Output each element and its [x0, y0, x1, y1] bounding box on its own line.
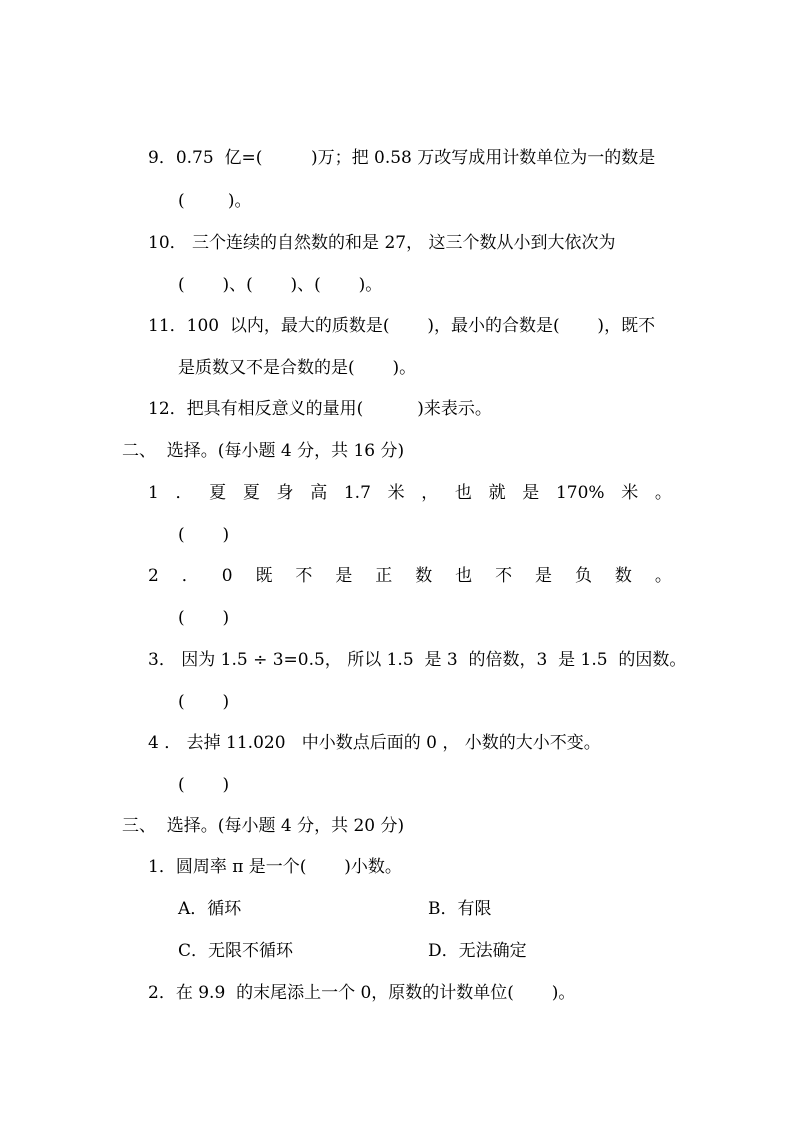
section-2-question-1-answer: ( ): [178, 525, 230, 545]
token: 高: [310, 483, 328, 503]
token: 米: [621, 483, 639, 503]
option-a: A．循环: [178, 899, 242, 919]
option-c: C．无限不循环: [178, 941, 294, 961]
token: 夏: [242, 483, 260, 503]
token: 既: [255, 566, 273, 586]
token: 负: [574, 566, 592, 586]
section-2-question-4: 4 ． 去掉 11.020 中小数点后面的 0 ， 小数的大小不变。: [148, 733, 601, 753]
token: 夏: [209, 483, 227, 503]
token: 数: [614, 566, 632, 586]
section-3-question-1-stem: 1．圆周率 π 是一个( )小数。: [148, 857, 402, 877]
token: 是: [522, 483, 540, 503]
section-2-heading: 二、 选择。(每小题 4 分，共 16 分): [122, 441, 405, 461]
token: ．: [175, 483, 193, 503]
question-9-line2: ( )。: [178, 191, 252, 211]
section-3-heading: 三、 选择。(每小题 4 分，共 20 分): [122, 816, 405, 836]
option-b: B．有限: [428, 899, 492, 919]
token: 也: [454, 483, 472, 503]
option-d: D．无法确定: [428, 941, 527, 961]
token: 正: [375, 566, 393, 586]
token: 1.7: [343, 483, 371, 503]
token: 170%: [555, 483, 605, 503]
token: 不: [495, 566, 513, 586]
section-2-question-4-answer: ( ): [178, 775, 230, 795]
question-11-line1: 11．100 以内，最大的质数是( )，最小的合数是( )，既不: [148, 316, 656, 336]
token: 是: [335, 566, 353, 586]
section-2-question-2-answer: ( ): [178, 608, 230, 628]
token: 。: [654, 566, 672, 586]
token: 。: [654, 483, 672, 503]
token: ．: [181, 566, 199, 586]
question-10-line1: 10． 三个连续的自然数的和是 27， 这三个数从小到大依次为: [148, 233, 616, 253]
token: 也: [455, 566, 473, 586]
question-9-line1: 9．0.75 亿=( )万；把 0.58 万改写成用计数单位为一的数是: [148, 148, 656, 168]
token: 1: [148, 483, 159, 503]
section-2-question-3: 3． 因为 1.5 ÷ 3=0.5， 所以 1.5 是 3 的倍数，3 是 1.5 的因数。: [148, 650, 687, 670]
question-11-line2: 是质数又不是合数的是( )。: [178, 358, 417, 378]
token: 就: [488, 483, 506, 503]
token: 数: [415, 566, 433, 586]
token: 2: [148, 566, 159, 586]
section-3-question-2-stem: 2．在 9.9 的末尾添上一个 0，原数的计数单位( )。: [148, 983, 576, 1003]
token: 不: [295, 566, 313, 586]
question-10-line2: ( )、( )、( )。: [178, 275, 383, 295]
token: ，: [421, 483, 439, 503]
question-12-line1: 12．把具有相反意义的量用( )来表示。: [148, 399, 492, 419]
section-2-question-3-answer: ( ): [178, 692, 230, 712]
token: 是: [535, 566, 553, 586]
section-2-question-2: [148, 566, 672, 586]
token: 身: [276, 483, 294, 503]
token: 0: [221, 566, 233, 586]
section-2-question-1: [148, 483, 672, 503]
token: 米: [387, 483, 405, 503]
